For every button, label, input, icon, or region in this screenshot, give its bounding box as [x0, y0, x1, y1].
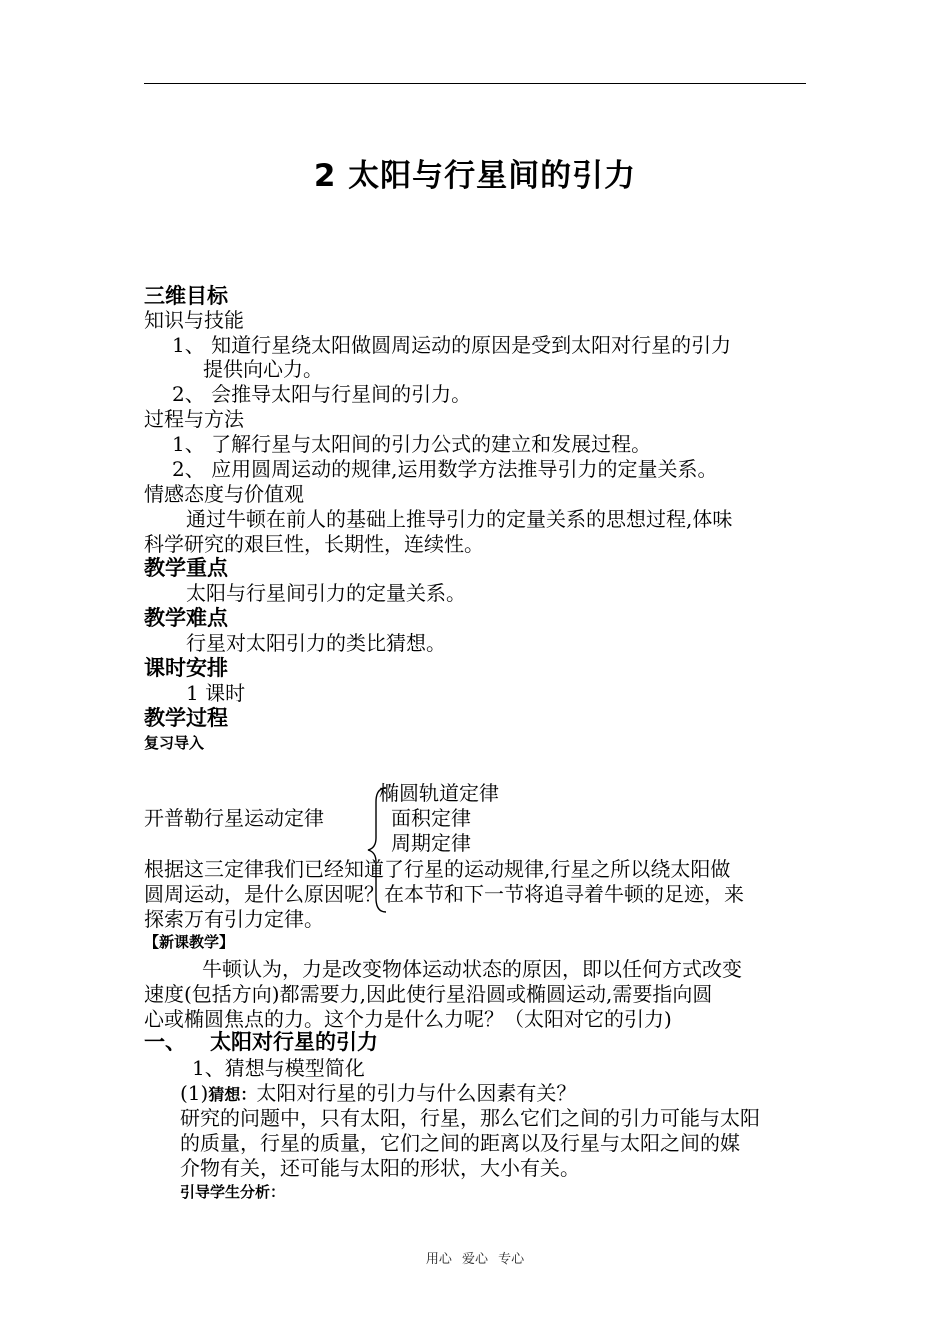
page-title: 2 太阳与行星间的引力 [313, 158, 637, 194]
review-line-1: 根据这三定律我们已经知道了行星的运动规律,行星之所以绕太阳做 [144, 857, 731, 881]
attitude-line-2: 科学研究的艰巨性，长期性，连续性。 [144, 532, 484, 556]
kepler-law-3: 周期定律 [391, 831, 471, 855]
schedule-heading: 课时安排 [144, 656, 228, 680]
kepler-law-1: 椭圆轨道定律 [379, 781, 499, 805]
schedule-text: 1 课时 [186, 681, 246, 705]
difficulty-heading: 教学难点 [144, 606, 228, 630]
review-heading: 复习导入 [144, 734, 205, 752]
review-line-2: 圆周运动，是什么原因呢？在本节和下一节将追寻着牛顿的足迹，来 [144, 882, 744, 906]
guess-line [180, 1080, 576, 1108]
attitude-line-1: 通过牛顿在前人的基础上推导引力的定量关系的思想过程,体味 [186, 507, 733, 531]
new-lesson-heading: 【新课教学】 [144, 933, 235, 951]
guess-prefix: (1) [180, 1081, 209, 1105]
knowledge-label: 知识与技能 [144, 308, 244, 332]
kepler-law-2: 面积定律 [391, 806, 471, 830]
focus-heading: 教学重点 [144, 556, 228, 580]
guide-heading: 引导学生分析： [180, 1183, 286, 1201]
research-line-2: 的质量，行星的质量，它们之间的距离以及行星与太阳之间的媒 [180, 1131, 740, 1155]
process-label: 过程与方法 [144, 407, 244, 431]
page-footer: 用心 爱心 专心 [425, 1252, 525, 1267]
focus-text: 太阳与行星间引力的定量关系。 [186, 581, 466, 605]
research-line-3: 介物有关，还可能与太阳的形状，大小有关。 [180, 1156, 580, 1180]
header-rule [144, 83, 806, 84]
attitude-label: 情感态度与价值观 [144, 482, 304, 506]
new-line-3: 心或椭圆焦点的力。这个力是什么力呢？（太阳对它的引力) [144, 1007, 672, 1031]
new-line-1: 牛顿认为，力是改变物体运动状态的原因，即以任何方式改变 [202, 957, 742, 981]
guess-text: 太阳对行星的引力与什么因素有关？ [256, 1081, 577, 1105]
review-line-3: 探索万有引力定律。 [144, 907, 324, 931]
section1-title: 太阳对行星的引力 [210, 1030, 378, 1054]
new-line-2: 速度(包括方向)都需要力,因此使行星沿圆或椭圆运动,需要指向圆 [144, 982, 713, 1006]
knowledge-item-2: 2、 会推导太阳与行星间的引力。 [172, 382, 472, 406]
process-item-2: 2、 应用圆周运动的规律,运用数学方法推导引力的定量关系。 [172, 457, 718, 481]
goals-heading: 三维目标 [144, 284, 228, 308]
subsection-1: 1、猜想与模型简化 [192, 1056, 365, 1080]
section1-number: 一、 [144, 1030, 186, 1054]
kepler-label: 开普勒行星运动定律 [144, 806, 324, 830]
process-item-1: 1、 了解行星与太阳间的引力公式的建立和发展过程。 [172, 432, 652, 456]
knowledge-item-1: 1、 知道行星绕太阳做圆周运动的原因是受到太阳对行星的引力 [172, 333, 732, 357]
knowledge-item-1-cont: 提供向心力。 [203, 357, 323, 381]
process-section-heading: 教学过程 [144, 706, 228, 730]
difficulty-text: 行星对太阳引力的类比猜想。 [186, 631, 446, 655]
guess-label: 猜想： [208, 1085, 257, 1104]
research-line-1: 研究的问题中，只有太阳，行星，那么它们之间的引力可能与太阳 [180, 1106, 760, 1130]
